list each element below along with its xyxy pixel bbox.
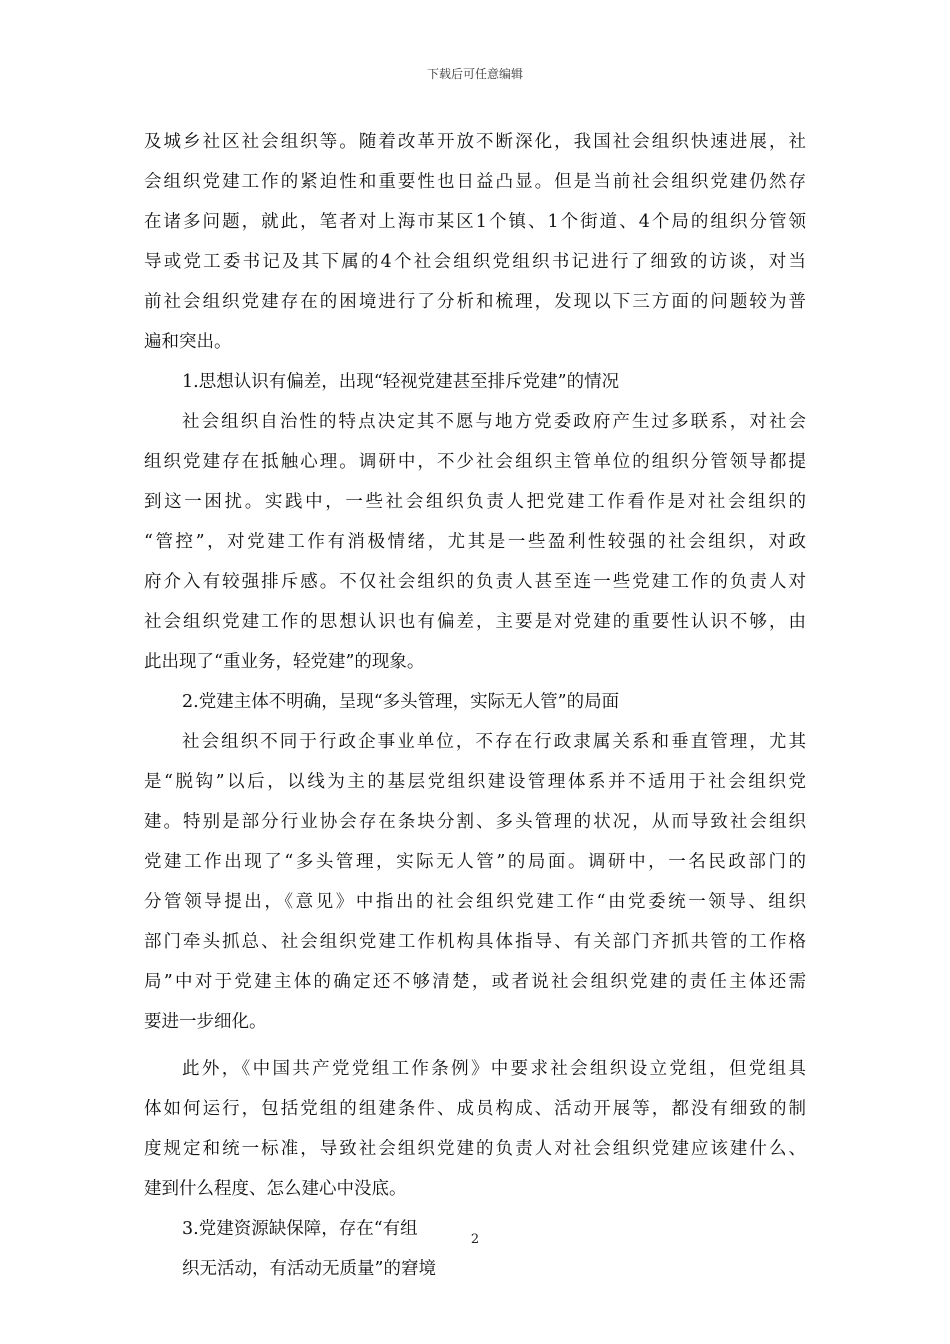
body-line: 度规定和统一标准，导致社会组织党建的负责人对社会组织党建应该建什么、	[144, 1139, 806, 1159]
body-line: 是“脱钩”以后，以线为主的基层党组织建设管理体系并不适用于社会组织党	[144, 772, 806, 792]
section-heading-1: 1.思想认识有偏差，出现“轻视党建甚至排斥党建”的情况	[182, 372, 620, 392]
page-number: 2	[470, 1232, 480, 1247]
body-line: 建到什么程度、怎么建心中没底。	[144, 1179, 407, 1199]
body-line: 及城乡社区社会组织等。随着改革开放不断深化，我国社会组织快速进展，社	[144, 132, 806, 152]
body-line: 局”中对于党建主体的确定还不够清楚，或者说社会组织党建的责任主体还需	[144, 972, 806, 992]
body-line: 党建工作出现了“多头管理，实际无人管”的局面。调研中，一名民政部门的	[144, 852, 806, 872]
body-line: 导或党工委书记及其下属的4个社会组织党组织书记进行了细致的访谈，对当	[144, 252, 806, 272]
body-line: 此出现了“重业务，轻党建”的现象。	[144, 652, 425, 672]
body-line: 在诸多问题，就此，笔者对上海市某区1个镇、1个街道、4个局的组织分管领	[144, 212, 806, 232]
body-line: 前社会组织党建存在的困境进行了分析和梳理，发现以下三方面的问题较为普	[144, 292, 806, 312]
body-line: 府介入有较强排斥感。不仅社会组织的负责人甚至连一些党建工作的负责人对	[144, 572, 806, 592]
body-line: 遍和突出。	[144, 332, 232, 352]
section-heading-2: 2.党建主体不明确，呈现“多头管理，实际无人管”的局面	[182, 692, 620, 712]
body-line: 体如何运行，包括党组的组建条件、成员构成、活动开展等，都没有细致的制	[144, 1099, 806, 1119]
body-line: 社会组织党建工作的思想认识也有偏差，主要是对党建的重要性认识不够，由	[144, 612, 806, 632]
section-heading-3-continued: 织无活动，有活动无质量”的窘境	[182, 1259, 436, 1279]
section-heading-3: 3.党建资源缺保障，存在“有组	[182, 1219, 418, 1239]
body-line: “管控”，对党建工作有消极情绪，尤其是一些盈利性较强的社会组织，对政	[144, 532, 806, 552]
body-line: 分管领导提出，《意见》中指出的社会组织党建工作“由党委统一领导、组织	[144, 892, 806, 912]
body-line: 社会组织自治性的特点决定其不愿与地方党委政府产生过多联系，对社会	[182, 412, 806, 432]
body-line: 要进一步细化。	[144, 1012, 267, 1032]
document-body	[144, 122, 806, 1289]
body-line: 部门牵头抓总、社会组织党建工作机构具体指导、有关部门齐抓共管的工作格	[144, 932, 806, 952]
page-header: 下载后可任意编辑	[426, 67, 523, 81]
body-line: 到这一困扰。实践中，一些社会组织负责人把党建工作看作是对社会组织的	[144, 492, 806, 512]
body-line: 社会组织不同于行政企事业单位，不存在行政隶属关系和垂直管理，尤其	[182, 732, 806, 752]
body-line: 组织党建存在抵触心理。调研中，不少社会组织主管单位的组织分管领导都提	[144, 452, 806, 472]
body-line: 会组织党建工作的紧迫性和重要性也日益凸显。但是当前社会组织党建仍然存	[144, 172, 806, 192]
body-line: 此外，《中国共产党党组工作条例》中要求社会组织设立党组，但党组具	[182, 1059, 806, 1079]
body-line: 建。特别是部分行业协会存在条块分割、多头管理的状况，从而导致社会组织	[144, 812, 806, 832]
